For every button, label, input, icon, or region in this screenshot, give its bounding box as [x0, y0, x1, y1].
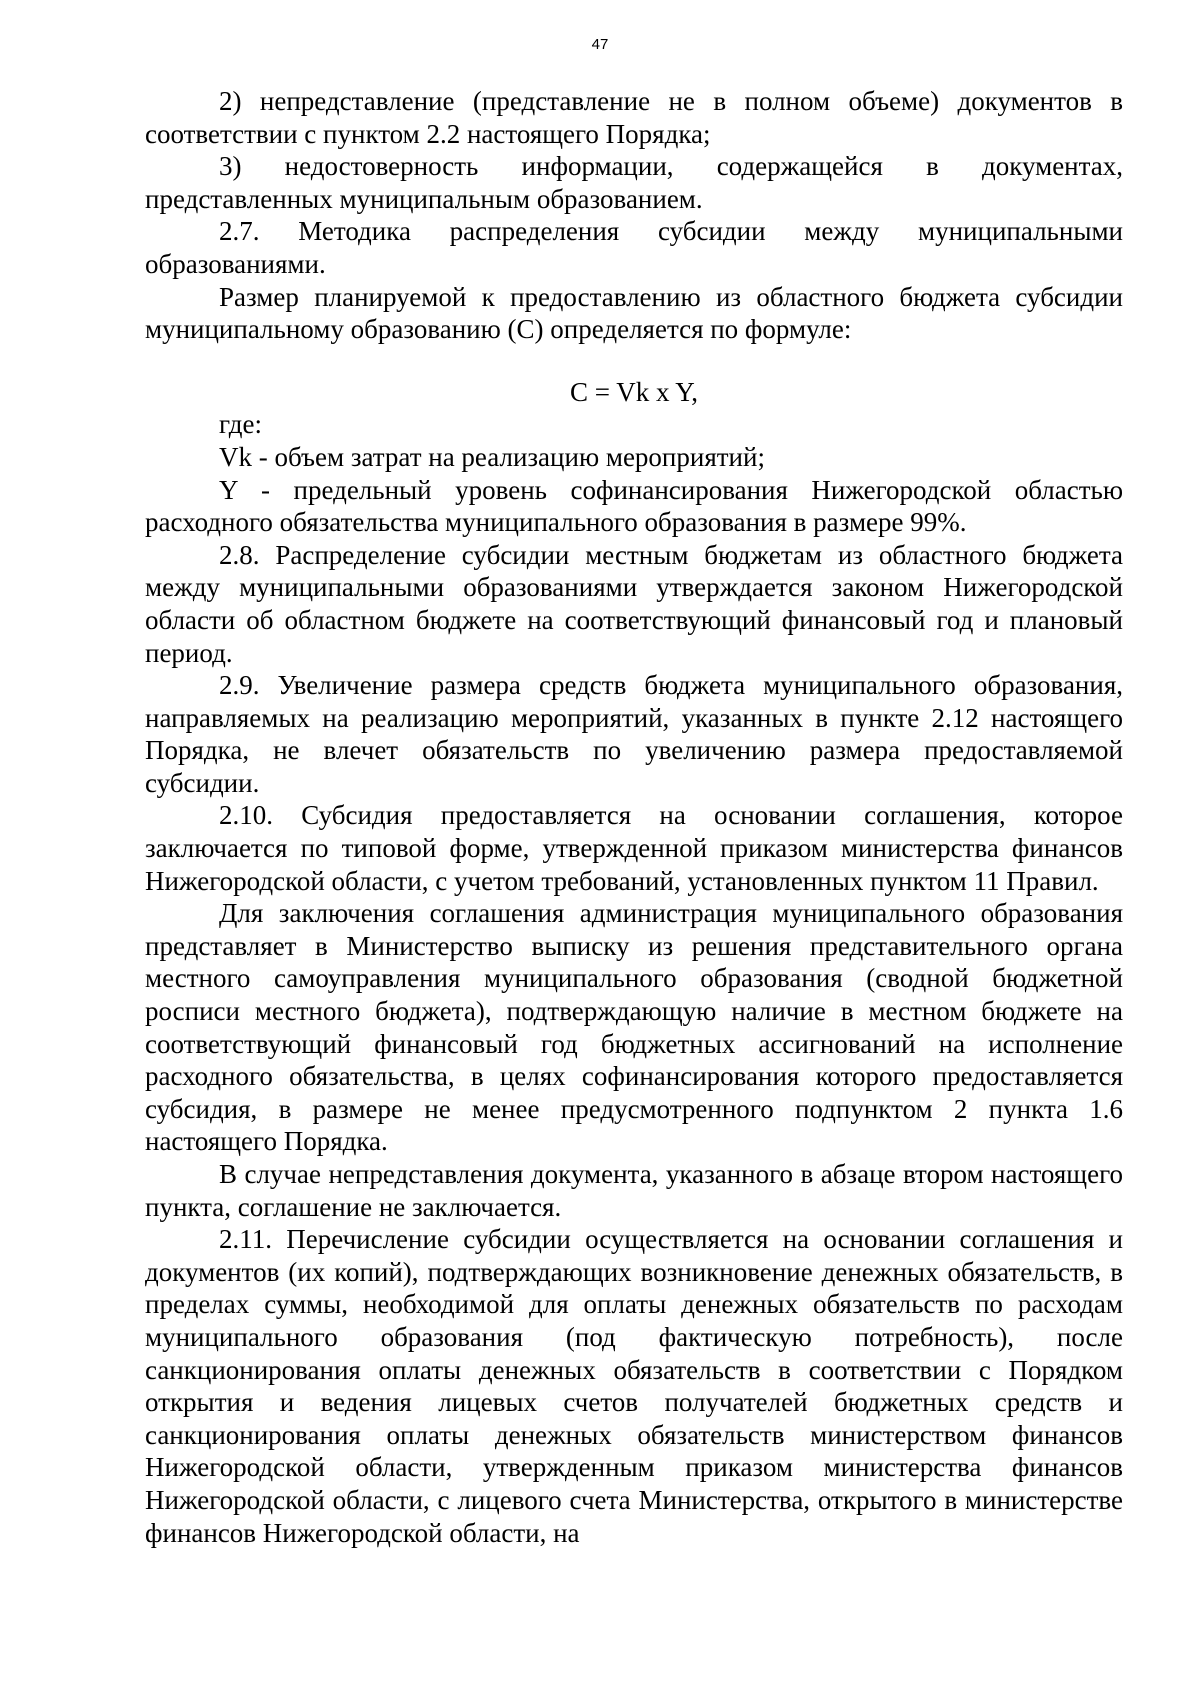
paragraph-2-8: 2.8. Распределение субсидии местным бюджетам из областного бюджета между муниципальными образованиями утверждается законом Нижегородской области об областном бюджете на соответствующий финансовый год и плановый период.: [145, 539, 1123, 668]
page-number: 47: [591, 36, 609, 53]
paragraph-item-3: 3) недостоверность информации, содержащейся в документах, представленных муниципальным образованием.: [145, 151, 1123, 214]
definition-vk: Vk - объем затрат на реализацию мероприятий;: [219, 441, 765, 472]
paragraph-2-10-agreement: Для заключения соглашения администрация муниципального образования представляет в Министерство выписку из решения представительного органа местного самоуправления муниципального образования (сводной бюджетной росписи местного бюджета), подтверждающую наличие в местном бюджете на соответствующий финансовый год бюджетных ассигнований на исполнение расходного обязательства, в целях софинансирования которого предоставляется субсидия, в размере не менее предусмотренного подпунктом 2 пункта 1.6 настоящего Порядка.: [145, 898, 1123, 1157]
paragraph-2-7: 2.7. Методика распределения субсидии между муниципальными образованиями.: [145, 216, 1123, 279]
formula: C = Vk x Y,: [569, 376, 698, 407]
paragraph-2-10: 2.10. Субсидия предоставляется на основании соглашения, которое заключается по типовой форме, утвержденной приказом министерства финансов Нижегородской области, с учетом требований, установленных пунктом 11 Правил.: [145, 800, 1123, 896]
paragraph-2-10-non-submission: В случае непредставления документа, указанного в абзаце втором настоящего пункта, соглашение не заключается.: [145, 1159, 1123, 1222]
document-body: [145, 85, 1123, 1549]
paragraph-item-2: 2) непредставление (представление не в полном объеме) документов в соответствии с пунктом 2.2 настоящего Порядка;: [145, 86, 1123, 149]
definition-y: Y - предельный уровень софинансирования Нижегородской областью расходного обязательства муниципального образования в размере 99%.: [145, 474, 1123, 538]
paragraph-2-9: 2.9. Увеличение размера средств бюджета муниципального образования, направляемых на реализацию мероприятий, указанных в пункте 2.12 настоящего Порядка, не влечет обязательств по увеличению размера предоставляемой субсидии.: [145, 670, 1123, 798]
paragraph-2-11: 2.11. Перечисление субсидии осуществляется на основании соглашения и документов (их копий), подтверждающих возникновение денежных обязательств, в пределах суммы, необходимой для оплаты денежных обязательств по расходам муниципального образования (под фактическую потребность), после санкционирования оплаты денежных обязательств в соответствии с Порядком открытия и ведения лицевых счетов получателей бюджетных средств и санкционирования оплаты денежных обязательств министерством финансов Нижегородской области, утвержденным приказом министерства финансов Нижегородской области, с лицевого счета Министерства, открытого в министерстве финансов Нижегородской области, на: [145, 1224, 1123, 1548]
paragraph-subsidy-size: Размер планируемой к предоставлению из областного бюджета субсидии муниципальному образованию (С) определяется по формуле:: [145, 281, 1123, 345]
where-label: где:: [219, 409, 262, 440]
